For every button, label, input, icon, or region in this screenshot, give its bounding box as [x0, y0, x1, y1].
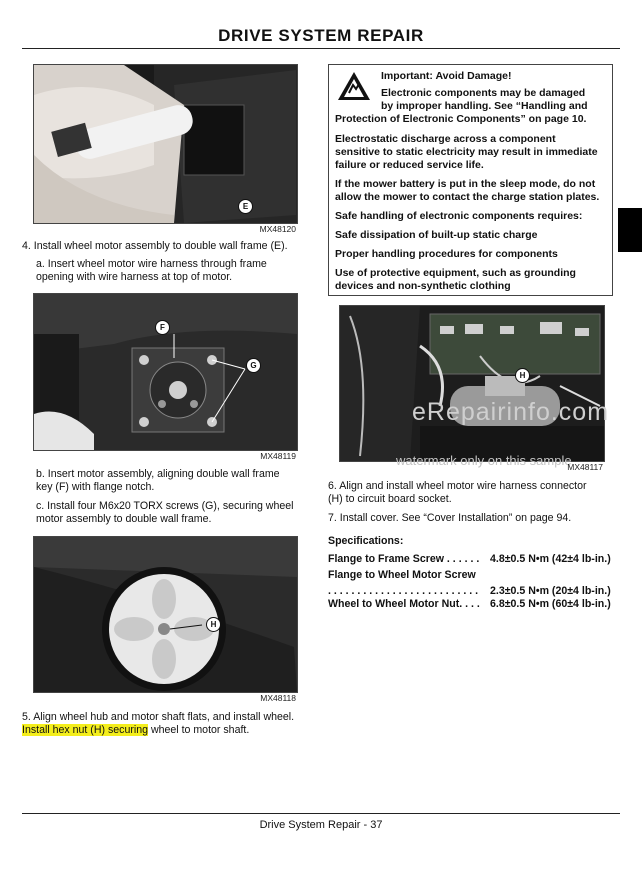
step-6-line1: 6. Align and install wheel motor wire harness connector: [328, 480, 587, 492]
title-rule: [22, 48, 620, 49]
warning-p7-line1: Use of protective equipment, such as grounding: [335, 267, 576, 279]
step-4b-line1: b. Insert motor assembly, aligning double wall frame: [36, 468, 280, 480]
highlighted-text: Install hex nut (H) securing: [22, 724, 149, 736]
figure-screws: [33, 293, 298, 451]
spec-row-value: 6.8±0.5 N•m (60±4 lb-in.): [490, 598, 611, 610]
spec-row-label: Flange to Wheel Motor Screw: [328, 569, 476, 581]
warning-p5: Safe dissipation of built-up static charge: [335, 229, 538, 241]
section-tab-marker: [618, 208, 642, 252]
warning-p1-line1: Electronic components may be damaged: [381, 87, 586, 99]
figure-id: MX48117: [567, 462, 603, 472]
step-4a-line1: a. Insert wheel motor wire harness through frame: [36, 258, 267, 270]
spec-row-label: Flange to Frame Screw . . . . . .: [328, 553, 480, 565]
figure-motor-install: [33, 64, 298, 224]
warning-p2-line2: sensitive to static electricity may result in immediate: [335, 146, 598, 158]
watermark-sub: watermark only on this sample: [396, 453, 572, 468]
spec-row-value: 2.3±0.5 N•m (20±4 lb-in.): [490, 585, 611, 597]
figure-id: MX48119: [260, 451, 296, 461]
warning-p2-line3: failure or reduced service life.: [335, 159, 484, 171]
warning-p2-line1: Electrostatic discharge across a component: [335, 133, 556, 145]
figure-wheel: [33, 536, 298, 693]
step-5-line2: [22, 724, 249, 737]
warning-p4: Safe handling of electronic components requires:: [335, 210, 583, 222]
callout-e: E: [238, 199, 253, 214]
step-4a-line2: opening with wire harness at top of motor.: [36, 271, 233, 283]
figure-id: MX48120: [259, 224, 296, 234]
step-7: 7. Install cover. See “Cover Installation” on page 94.: [328, 512, 572, 524]
footer-rule: [22, 813, 620, 814]
page-footer: Drive System Repair - 37: [259, 819, 383, 831]
warning-p3-line2: allow the mower to contact the charge station plates.: [335, 191, 600, 203]
warning-p7-line2: devices and non-synthetic clothing: [335, 280, 511, 292]
specs-heading: Specifications:: [328, 535, 404, 547]
callout-h: H: [206, 617, 221, 632]
warning-p6: Proper handling procedures for components: [335, 248, 558, 260]
watermark: eRepairinfo.com: [412, 398, 610, 426]
page-title: DRIVE SYSTEM REPAIR: [218, 26, 424, 45]
warning-p1-line2: by improper handling. See “Handling and: [381, 100, 588, 112]
callout-h: H: [515, 368, 530, 383]
step-5-line2-rest: wheel to motor shaft.: [148, 724, 250, 736]
warning-box: [328, 64, 613, 296]
warning-p3-line1: If the mower battery is put in the sleep mode, do not: [335, 178, 596, 190]
figure-id: MX48118: [260, 693, 296, 703]
warning-heading: Important: Avoid Damage!: [381, 70, 512, 82]
step-4: 4. Install wheel motor assembly to double wall frame (E).: [22, 240, 288, 252]
figure-circuit-board: [339, 305, 605, 462]
step-4b-line2: key (F) with flange notch.: [36, 481, 155, 493]
warning-p1-line3: Protection of Electronic Components” on page 10.: [335, 113, 587, 125]
step-4c-line2: motor assembly to double wall frame.: [36, 513, 212, 525]
spec-row-label: Wheel to Wheel Motor Nut. . . .: [328, 598, 480, 610]
step-4c-line1: c. Install four M6x20 TORX screws (G), securing wheel: [36, 500, 294, 512]
step-6-line2: (H) to circuit board socket.: [328, 493, 452, 505]
callout-f: F: [155, 320, 170, 335]
spec-row-label: . . . . . . . . . . . . . . . . . . . . . . . . . .: [328, 585, 479, 597]
step-5-line1: 5. Align wheel hub and motor shaft flats, and install wheel.: [22, 711, 295, 723]
callout-g: G: [246, 358, 261, 373]
spec-row-value: 4.8±0.5 N•m (42±4 lb-in.): [490, 553, 611, 565]
warning-icon: [337, 71, 371, 101]
